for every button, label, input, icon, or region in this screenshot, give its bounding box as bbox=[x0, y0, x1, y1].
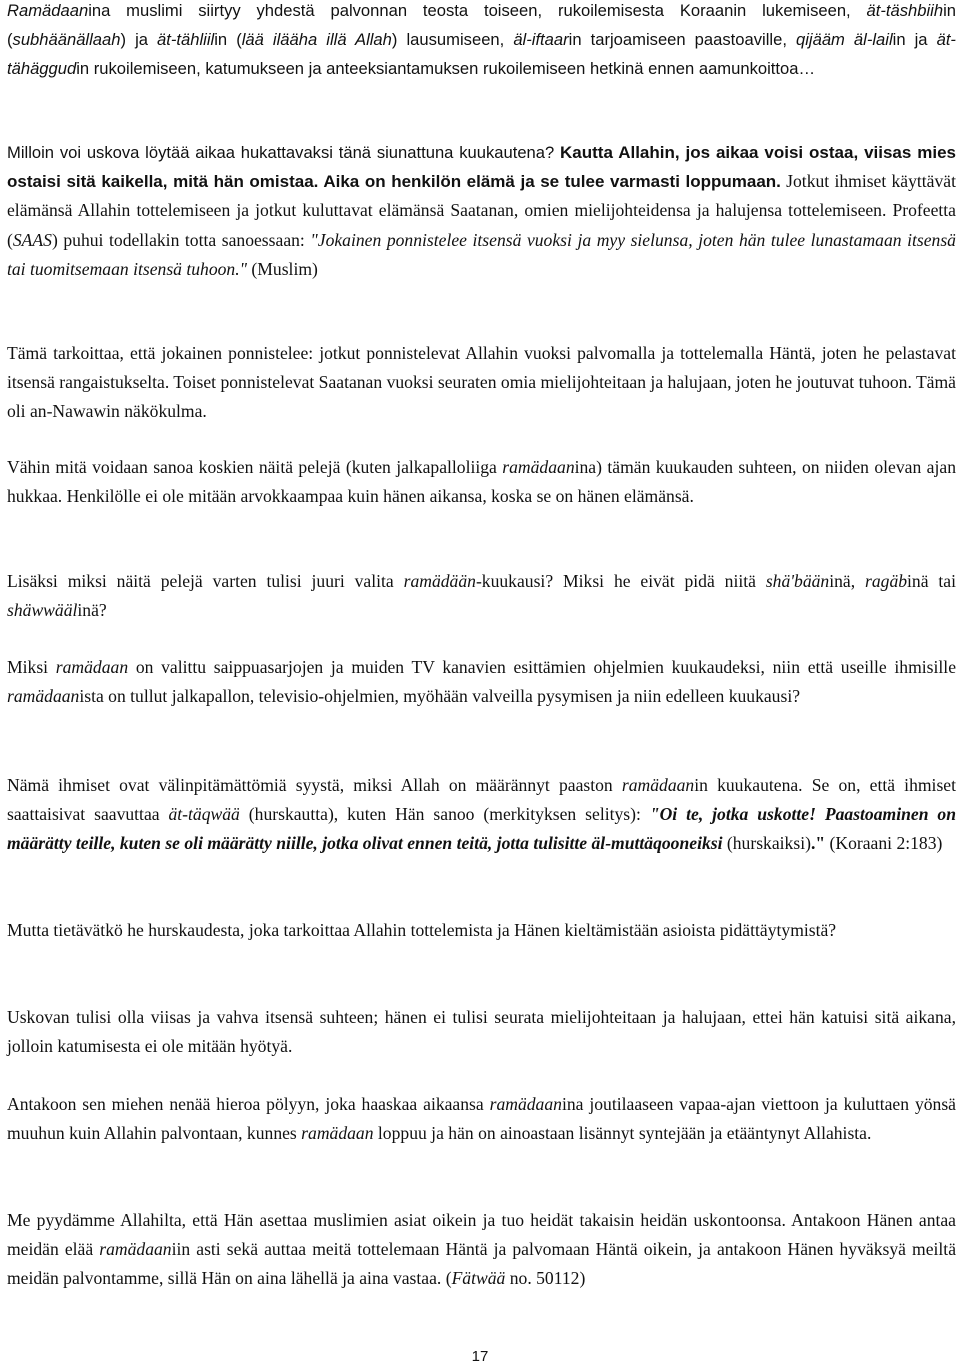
paragraph-striving: Tämä tarkoittaa, että jokainen ponnistelee: jotkut ponnistelevat Allahin vuoksi palvomalla ja tottelemalla Häntä, joten he pelastavat itsensä rangaistukselta. Toiset ponnistelevat Saatanan vuoksi seuraten omia mielijohteitaan ja halujaan, joten he joutuvat tuhoon. Tämä oli an-Nawawin näkökulma. bbox=[7, 343, 956, 422]
paragraph-intro: Ramädaanina muslimi siirtyy yhdestä palvonnan teosta toiseen, rukoilemisesta Koraanin lukemiseen, ät-täshbiihin (subhäänällaah) ja ät-tähliilin (lää ilääha illä Allah) lausumiseen, äl-iftaarin tarjoamiseen paastoaville, qijääm äl-lailin ja ät-tähäggudin rukoilemiseen, katumukseen ja anteeksiantamuksen rukoilemiseen hetkinä ennen aamunkoittoa… bbox=[7, 1, 956, 79]
paragraph-warning: Antakoon sen miehen nenää hieroa pölyyn, joka haaskaa aikaansa ramädaanina joutilaaseen vapaa-ajan viettoon ja kuluttaen yönsä muuhun kuin Allahin palvontaan, kunnes ramädaan loppuu ja hän on ainoastaan lisännyt syntejään ja etääntynyt Allahista. bbox=[7, 1094, 956, 1144]
paragraph-prayer: Me pyydämme Allahilta, että Hän asettaa muslimien asiat oikein ja tuo heidät takaisin heidän uskontoonsa. Antakoon Hänen antaa meidän elää ramädaaniin asti sekä auttaa meitä tottelemaan Häntä ja palvomaan Häntä oikein, ja antakoon Hänen hyväksyä meiltä meidän palvontamme, sillä Hän on aina lähellä ja aina vastaa. (Fätwää no. 50112) bbox=[7, 1210, 956, 1289]
paragraph-piety: Mutta tietävätkö he hurskaudesta, joka tarkoittaa Allahin tottelemista ja Hänen kieltämistään asioista pidättäytymistä? bbox=[7, 920, 837, 940]
paragraph-taqwa: Nämä ihmiset ovat välinpitämättömiä syystä, miksi Allah on määrännyt paaston ramädaanin kuukautena. Se on, että ihmiset saattaisivat saavuttaa ät-täqwää (hurskautta), kuten Hän sanoo (merkityksen selitys): "Oi te, jotka uskotte! Paastoaminen on määrätty teille, kuten se oli määrätty niille, jotka olivat ennen teitä, jotta tulisitte äl-muttäqooneiksi (hurskaiksi)." (Koraani 2:183) bbox=[7, 775, 956, 854]
page-number: 17 bbox=[471, 1348, 489, 1365]
paragraph-time: Milloin voi uskova löytää aikaa hukattavaksi tänä siunattuna kuukautena? Kautta Allahin, jos aikaa voisi ostaa, viisas mies ostaisi sitä kaikella, mitä hän omistaa. Aika on henkilön elämä ja se tulee varmasti loppumaan. Jotkut ihmiset käyttävät elämänsä Allahin tottelemiseen ja jotkut kuluttavat elämänsä Saatanan, omien mielijohteidensa ja halujensa tottelemiseen. Profeetta (SAAS) puhui todellakin totta sanoessaan: "Jokainen ponnistelee itsensä vuoksi ja myy sielunsa, joten hän tulee lunastamaan itsensä tai tuomitsemaan itsensä tuhoon." (Muslim) bbox=[7, 143, 956, 279]
paragraph-games: Vähin mitä voidaan sanoa koskien näitä pelejä (kuten jalkapalloliiga ramädaanina) tämän kuukauden suhteen, on niiden olevan ajan hukkaa. Henkilölle ei ole mitään arvokkaampaa kuin hänen aikansa, koska se on hänen elämänsä. bbox=[7, 457, 956, 507]
paragraph-believer: Uskovan tulisi olla viisas ja vahva itsensä suhteen; hänen ei tulisi seurata mielijohteitaan ja halujaan, ettei hän katuisi sitä aikana, jolloin katumisesta ei ole mitään hyötyä. bbox=[7, 1007, 956, 1057]
paragraph-why-ramadan: Lisäksi miksi näitä pelejä varten tulisi juuri valita ramädään-kuukausi? Miksi he eivät pidä niitä shä'bääninä, ragäbinä tai shäwwäälinä? bbox=[7, 571, 957, 621]
paragraph-tv-month: Miksi ramädaan on valittu saippuasarjojen ja muiden TV kanavien esittämien ohjelmien kuukaudeksi, niin että useille ihmisille ramädaanista on tullut jalkapallon, televisio-ohjelmien, myöhään valveilla pysymisen ja niin edelleen kuukausi? bbox=[7, 657, 956, 707]
